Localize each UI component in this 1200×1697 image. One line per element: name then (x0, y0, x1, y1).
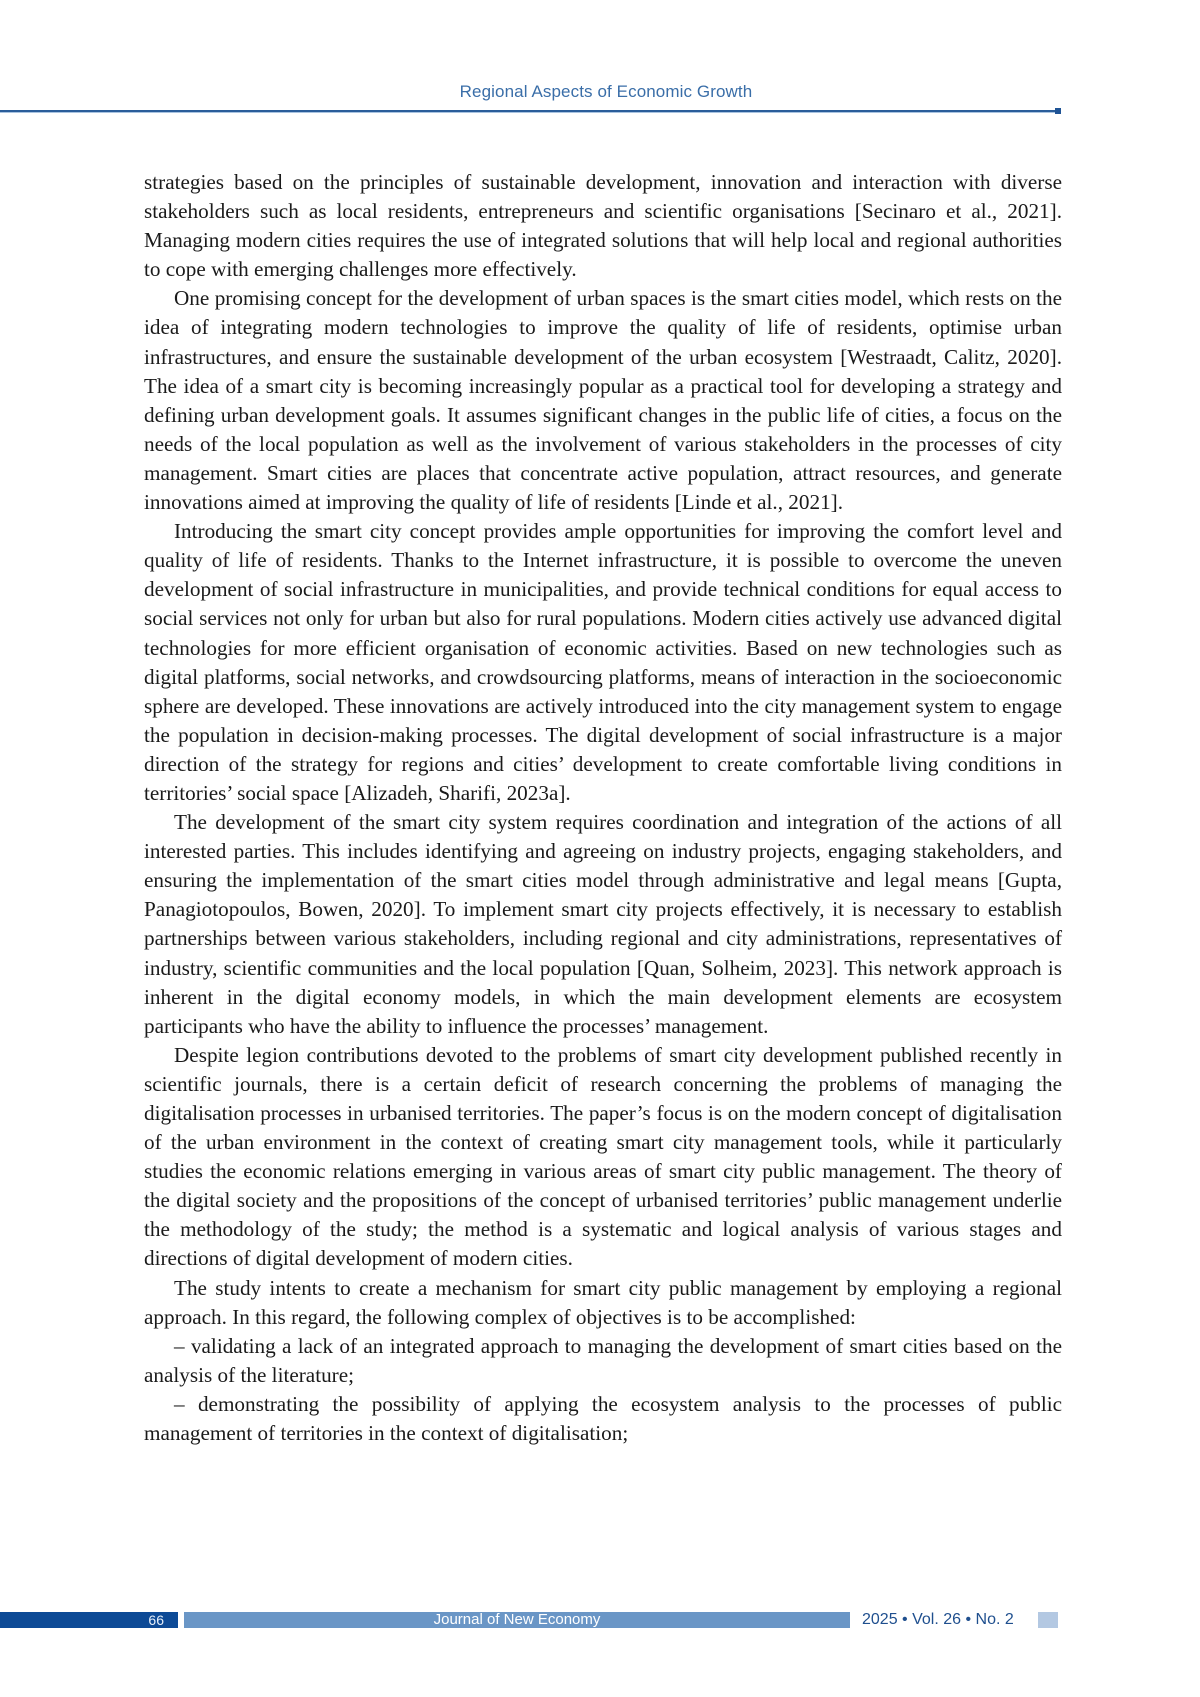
issue-info: 2025 • Vol. 26 • No. 2 (862, 1611, 1014, 1628)
page-number: 66 (0, 1612, 178, 1628)
header-rule-end-cap (1055, 108, 1061, 114)
objective-list-item: – demonstrating the possibility of applying the ecosystem analysis to the processes of public management of territories in the context of digitalisation; (144, 1391, 1062, 1446)
paragraph: Introducing the smart city concept provides ample opportunities for improving the comfort level and quality of life of residents. Thanks to the Internet infrastructure, it is possible to overcome the uneven development of social infrastructure in municipalities, and provide technical conditions for equal access to social services not only for urban but also for rural populations. Modern cities actively use advanced digital technologies for more efficient organisation of economic activities. Based on new technologies such as digital platforms, social networks, and crowdsourcing platforms, means of interaction in the socioeconomic sphere are developed. These innovations are actively introduced into the city management system to engage the population in decision-making processes. The digital development of social infrastructure is a major direction of the strategy for regions and cities’ development to create comfortable living conditions in territories’ social space [Alizadeh, Sharifi, 2023a]. (144, 519, 1062, 805)
paragraph: The development of the smart city system requires coordination and integration of the actions of all interested parties. This includes identifying and agreeing on industry projects, engaging stakeholders, and ensuring the implementation of the smart cities model through administrative and legal means [Gupta, Panagiotopoulos, Bowen, 2020]. To implement smart city projects effectively, it is necessary to establish partnerships between various stakeholders, including regional and city administrations, representatives of industry, scientific communities and the local population [Quan, Solheim, 2023]. This network approach is inherent in the digital economy models, in which the main development elements are ecosystem participants who have the ability to influence the processes’ management. (144, 810, 1062, 1038)
running-head-title: Regional Aspects of Economic Growth (459, 82, 753, 101)
header-rule (0, 110, 1056, 112)
article-body (144, 168, 1062, 1448)
paragraph: strategies based on the principles of sustainable development, innovation and interaction with diverse stakeholders such as local residents, entrepreneurs and scientific organisations [Secinaro et al., 2021]. Managing modern cities requires the use of integrated solutions that will help local and regional authorities to cope with emerging challenges more effectively. (144, 170, 1062, 282)
footer-end-block (1038, 1612, 1058, 1628)
paragraph: Despite legion contributions devoted to the problems of smart city development published recently in scientific journals, there is a certain deficit of research concerning the problems of managing the digitalisation processes in urbanised territories. The paper’s focus is on the modern concept of digitalisation of the urban environment in the context of creating smart city management tools, while it particularly studies the economic relations emerging in various areas of smart city public management. The theory of the digital society and the propositions of the concept of urbanised territories’ public management underlie the methodology of the study; the method is a systematic and logical analysis of various stages and directions of digital development of modern cities. (144, 1042, 1062, 1271)
journal-name: Journal of New Economy (184, 1612, 850, 1628)
objective-list-item: – validating a lack of an integrated approach to managing the development of smart cities based on the analysis of the literature; (144, 1333, 1062, 1387)
paragraph: One promising concept for the development of urban spaces is the smart cities model, which rests on the idea of integrating modern technologies to improve the quality of life of residents, optimise urban infrastructures, and ensure the sustainable development of the urban ecosystem [Westraadt, Calitz, 2020]. The idea of a smart city is becoming increasingly popular as a practical tool for developing a strategy and defining urban development goals. It assumes significant changes in the public life of cities, a focus on the needs of the local population as well as the involvement of various stakeholders in the processes of city management. Smart cities are places that concentrate active population, attract resources, and generate innovations aimed at improving the quality of life of residents [Linde et al., 2021]. (144, 286, 1062, 515)
paragraph: The study intents to create a mechanism for smart city public management by employing a regional approach. In this regard, the following complex of objectives is to be accomplished: (144, 1275, 1062, 1329)
